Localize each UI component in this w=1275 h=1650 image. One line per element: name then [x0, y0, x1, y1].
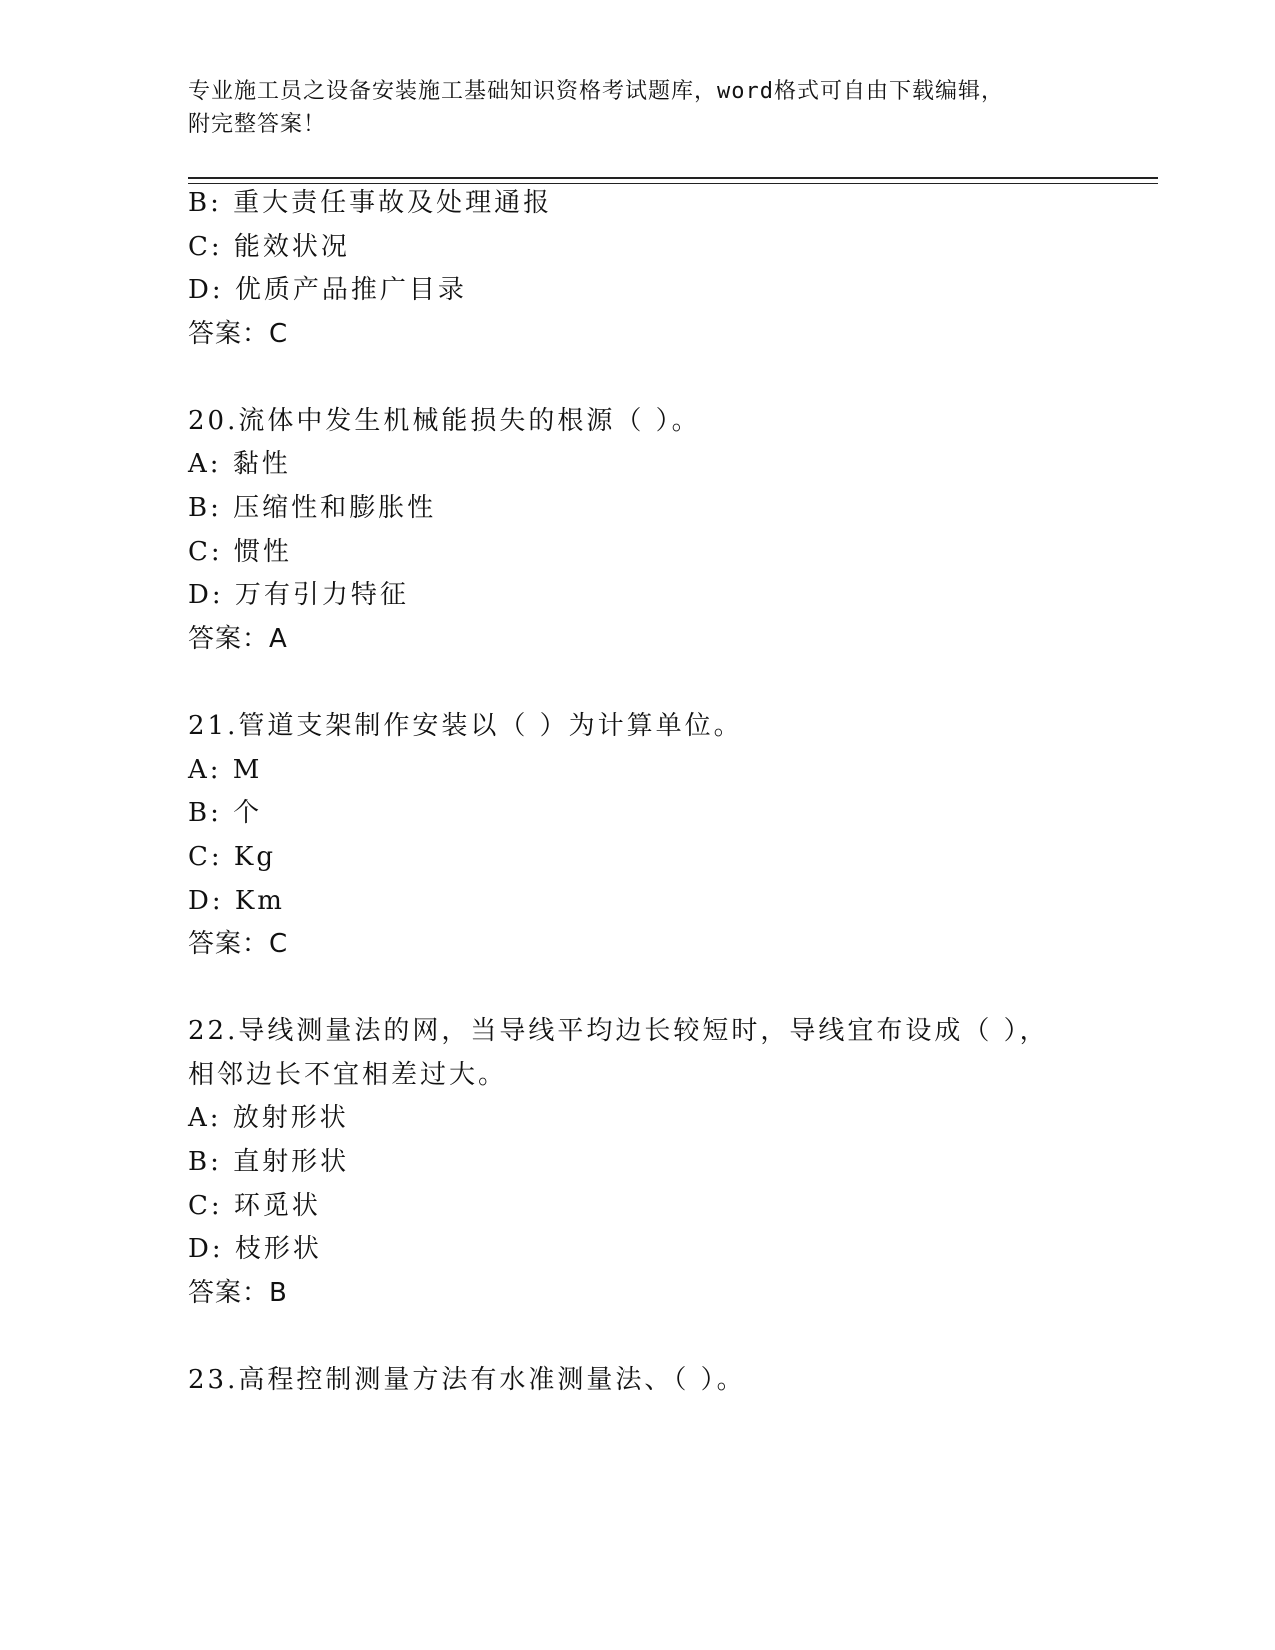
header-divider-thick	[188, 177, 1158, 179]
q20-option-b: B: 压缩性和膨胀性	[188, 493, 437, 523]
q19-option-d: D: 优质产品推广目录	[188, 275, 467, 305]
q22-option-d: D: 枝形状	[188, 1234, 322, 1264]
header-line-2: 附完整答案！	[188, 112, 327, 137]
q21-question: 21.管道支架制作安装以（ ）为计算单位。	[188, 711, 743, 741]
q20-option-c: C: 惯性	[188, 537, 292, 567]
q20-question: 20.流体中发生机械能损失的根源（ ）。	[188, 406, 701, 436]
q22-option-a: A: 放射形状	[188, 1103, 349, 1133]
header-line-1: 专业施工员之设备安装施工基础知识资格考试题库，word格式可自由下载编辑，	[188, 79, 1004, 104]
q22-option-b: B: 直射形状	[188, 1147, 350, 1177]
q22-option-c: C: 环觅状	[188, 1191, 321, 1221]
q19-option-c: C: 能效状况	[188, 232, 350, 262]
q19-answer: 答案：C	[188, 319, 289, 349]
q21-option-a: A: M	[188, 755, 263, 785]
q23-question: 23.高程控制测量方法有水准测量法、（ ）。	[188, 1365, 746, 1395]
header-divider-thin	[188, 183, 1158, 184]
q20-option-a: A: 黏性	[188, 449, 291, 479]
document-header	[188, 75, 1088, 141]
q21-answer: 答案：C	[188, 929, 289, 959]
q21-option-d: D: Km	[188, 886, 285, 916]
q20-option-d: D: 万有引力特征	[188, 580, 409, 610]
q19-option-b: B: 重大责任事故及处理通报	[188, 188, 553, 218]
q21-option-c: C: Kg	[188, 842, 276, 872]
q22-answer: 答案：B	[188, 1278, 288, 1308]
q22-question-line-1: 22.导线测量法的网，当导线平均边长较短时，导线宜布设成（ ），	[188, 1016, 1049, 1046]
q22-question-line-2: 相邻边长不宜相差过大。	[188, 1060, 508, 1090]
q20-answer: 答案：A	[188, 624, 288, 654]
q21-option-b: B: 个	[188, 798, 263, 828]
